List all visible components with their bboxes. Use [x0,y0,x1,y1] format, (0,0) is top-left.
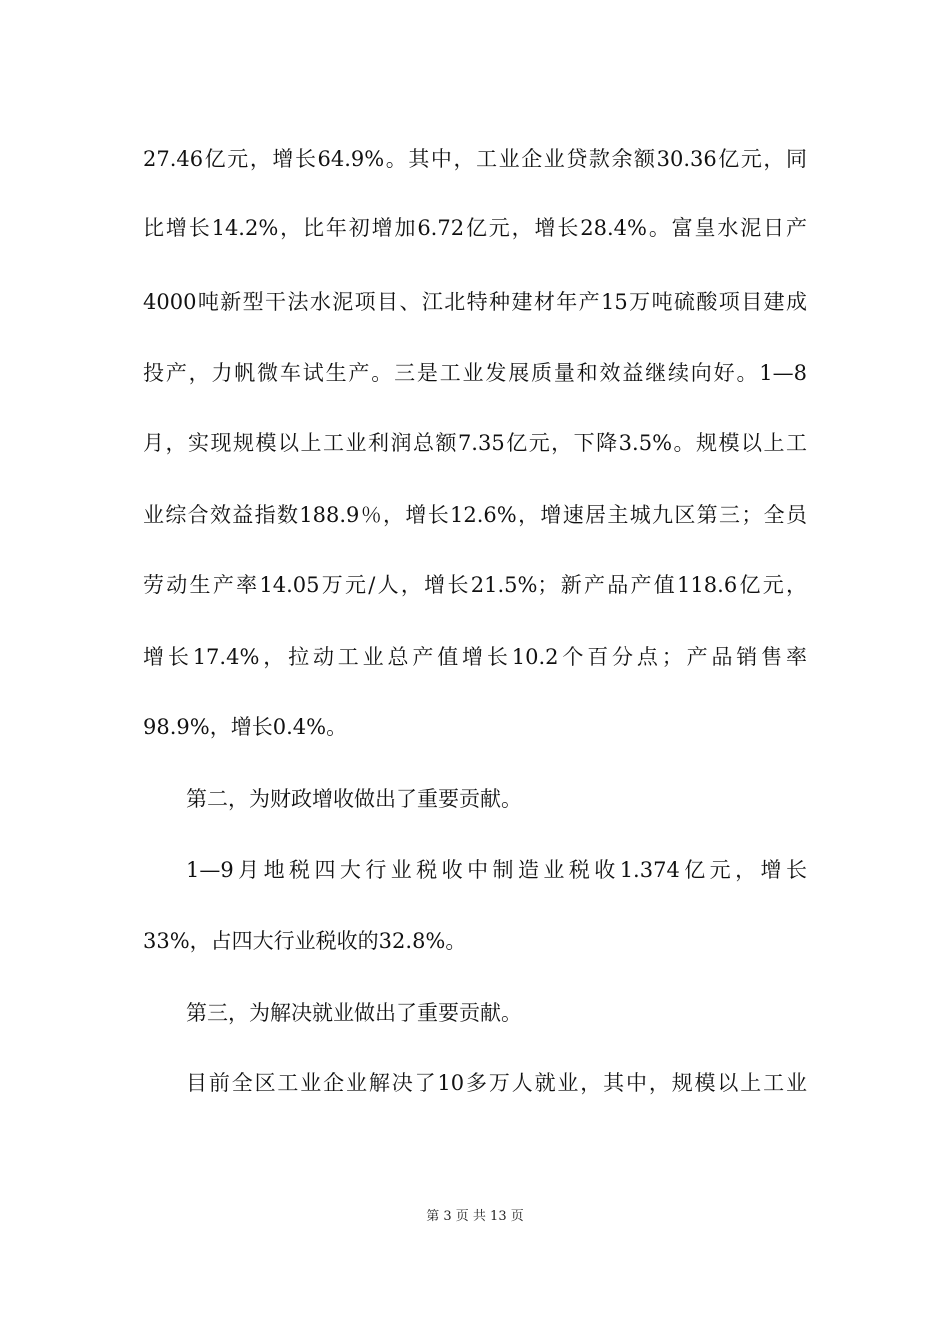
body-text-line: 投产，力帆微车试生产。三是工业发展质量和效益继续向好。1—8 [143,361,807,385]
section-heading: 第二，为财政增收做出了重要贡献。 [186,787,522,811]
body-text-line: 比增长14.2%，比年初增加6.72亿元，增长28.4%。富皇水泥日产 [143,216,807,240]
body-text-line: 劳动生产率14.05万元/人，增长21.5%；新产品产值118.6亿元， [143,573,807,597]
section-heading: 第三，为解决就业做出了重要贡献。 [186,1001,522,1025]
body-text-line: 4000吨新型干法水泥项目、江北特种建材年产15万吨硫酸项目建成 [143,290,807,314]
body-text-line: 月，实现规模以上工业利润总额7.35亿元，下降3.5%。规模以上工 [143,431,807,455]
body-text-line: 目前全区工业企业解决了10多万人就业，其中，规模以上工业 [186,1071,807,1095]
body-text-line: 业综合效益指数188.9％，增长12.6%，增速居主城九区第三；全员 [143,503,807,527]
page-number: 第 3 页 共 13 页 [426,1209,524,1224]
body-text-line: 98.9%，增长0.4%。 [143,715,348,739]
body-text-line: 27.46亿元，增长64.9%。其中，工业企业贷款余额30.36亿元，同 [143,147,807,171]
body-text-line: 1—9月地税四大行业税收中制造业税收1.374亿元，增长 [186,858,807,882]
body-text-line: 33%，占四大行业税收的32.8%。 [143,929,467,953]
body-text-line: 增长17.4%，拉动工业总产值增长10.2个百分点；产品销售率 [143,645,807,669]
